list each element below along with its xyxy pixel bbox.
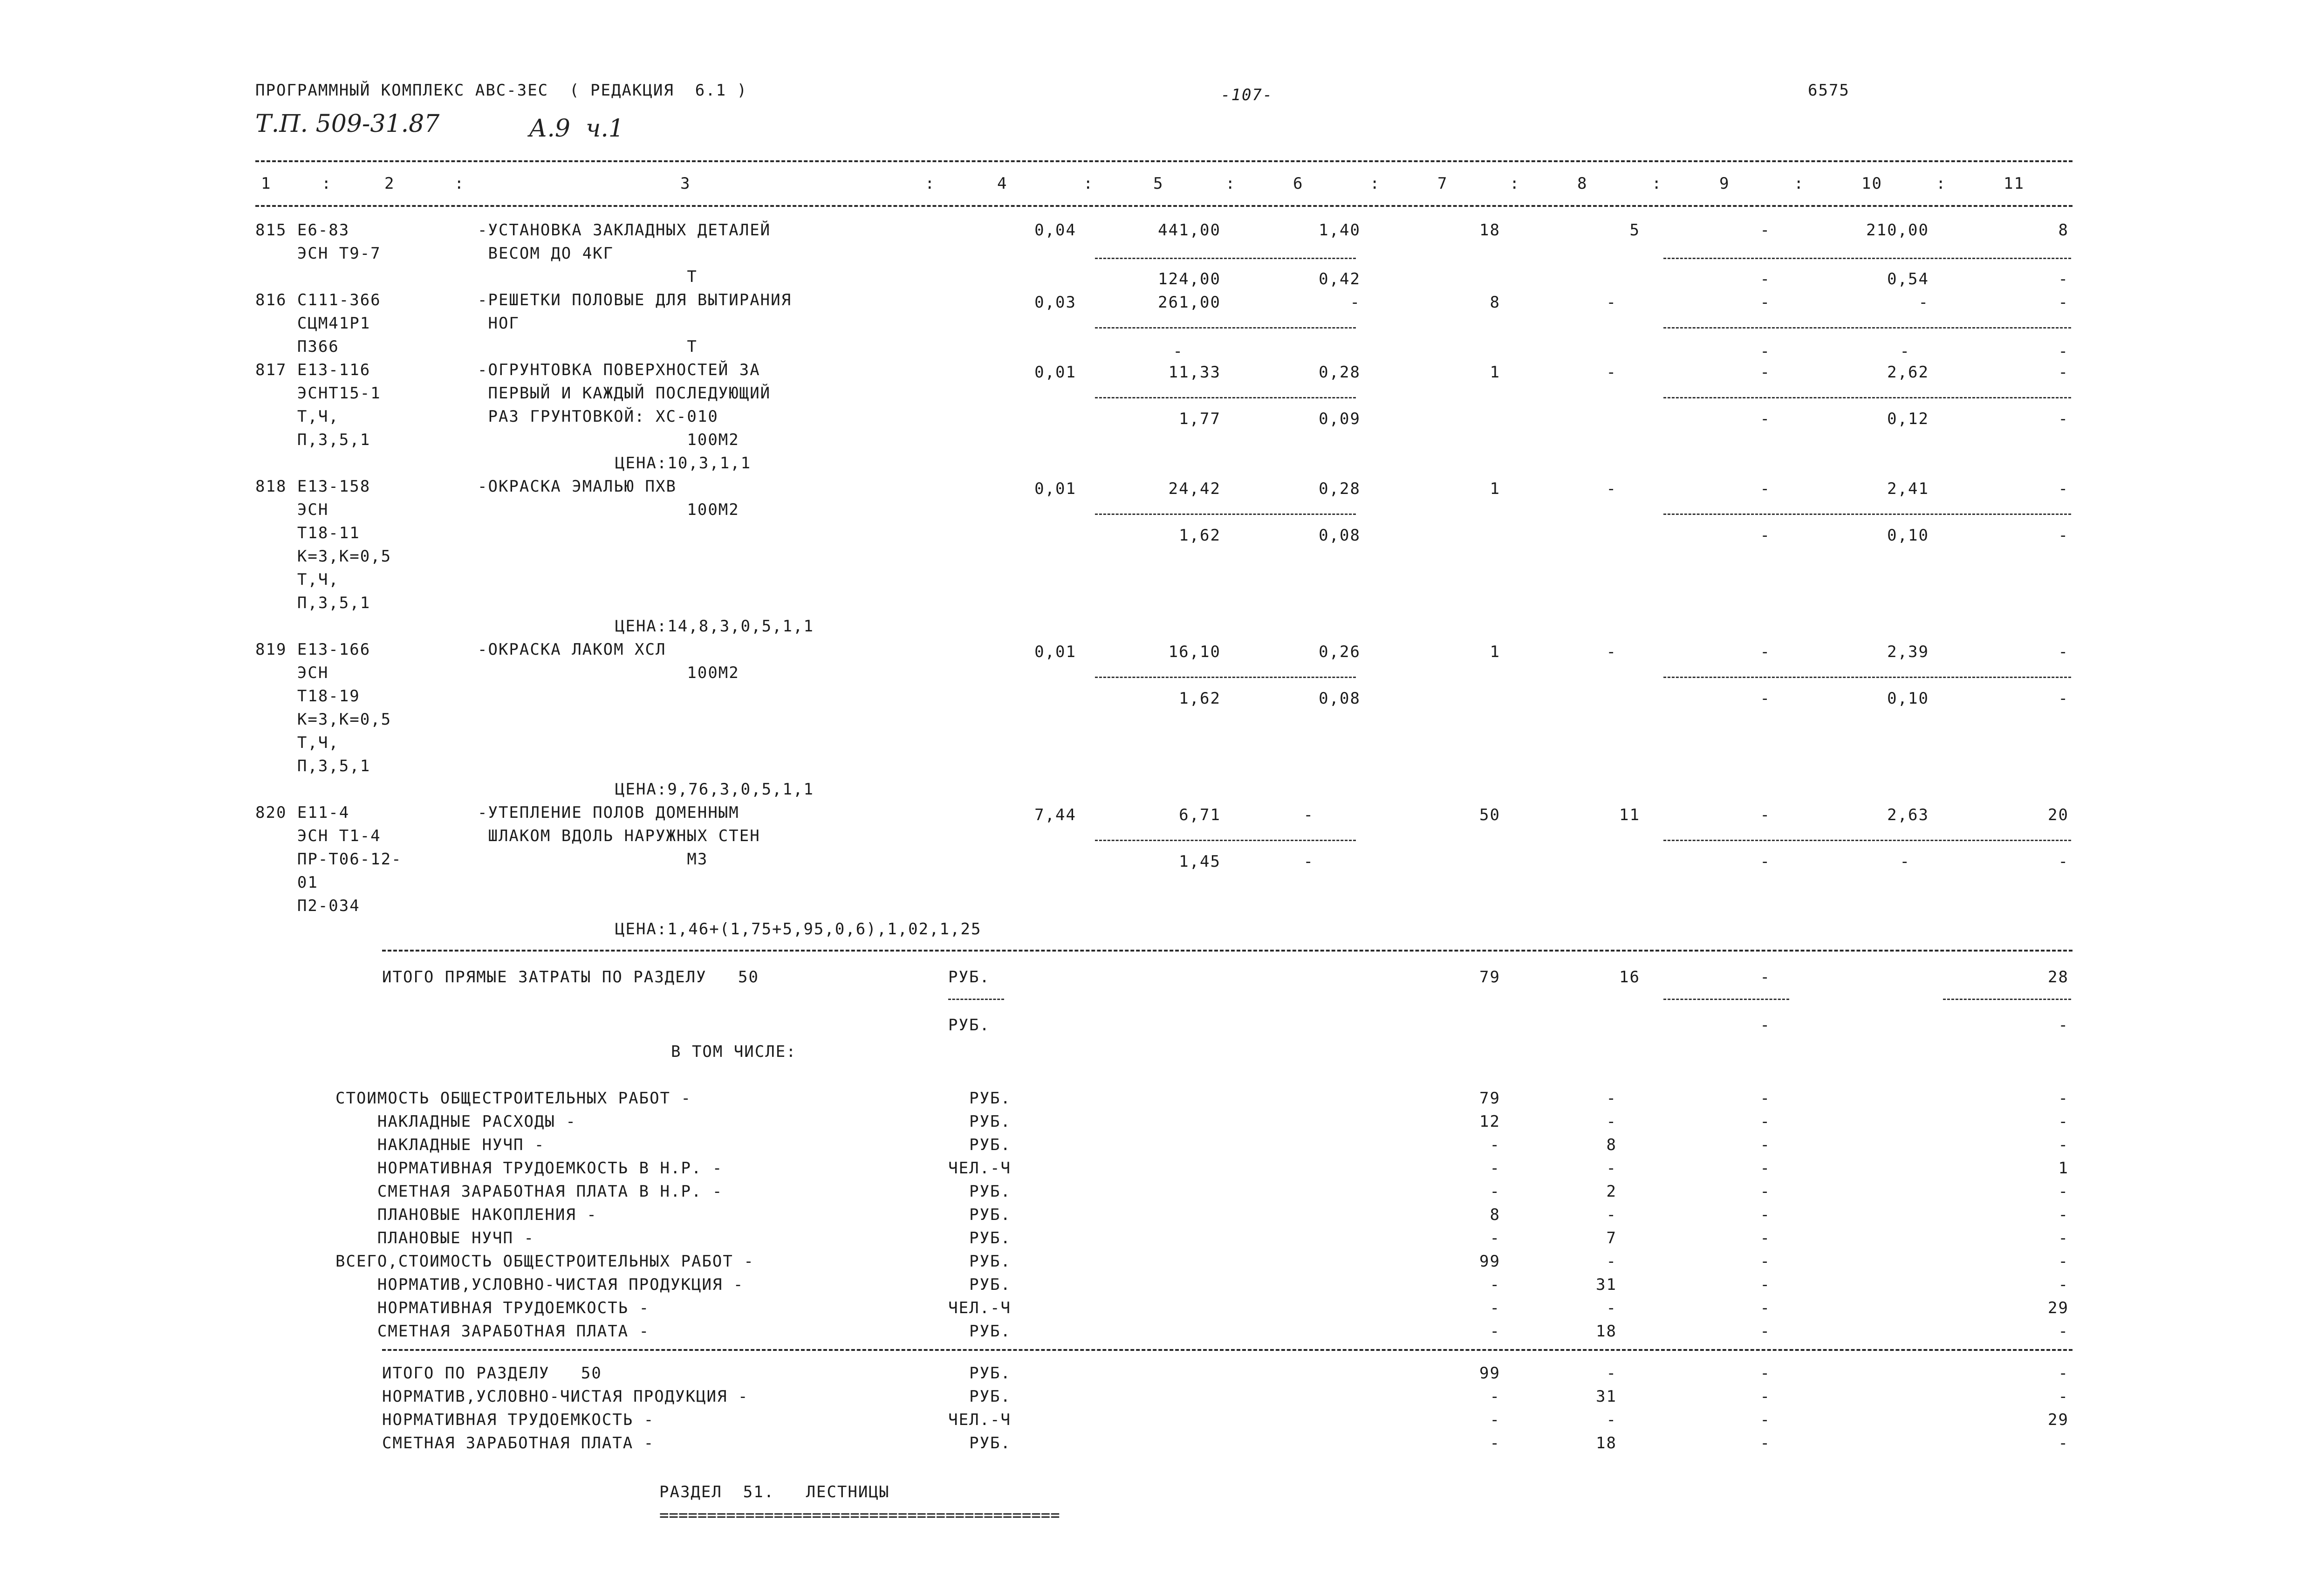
row-unit: 100М2 <box>478 664 739 682</box>
cell-quantity: 7,44 <box>1034 806 1076 824</box>
row-code-line: П,3,5,1 <box>255 594 371 612</box>
col-header-10: 10 <box>1861 174 1882 193</box>
cell-total-cost: 1 <box>1490 643 1500 661</box>
cell-col10: 2,41 <box>1887 479 1929 498</box>
next-section-title: РАЗДЕЛ 51. ЛЕСТНИЦЫ <box>659 1483 890 1501</box>
row-description-line: РАЗ ГРУНТОВКОЙ: ХС-010 <box>478 407 718 426</box>
cell-total-cost: 50 <box>1479 806 1500 824</box>
summary-line-col9: - <box>1760 1159 1771 1178</box>
cell-total-wage: - <box>1606 479 1617 498</box>
summary-line-col9: - <box>1760 1434 1771 1452</box>
cell-col11: - <box>2058 479 2069 498</box>
summary-line-unit: РУБ. <box>969 1206 1011 1224</box>
summary-line-unit: РУБ. <box>969 1136 1011 1154</box>
cell-quantity: 0,03 <box>1034 293 1076 312</box>
summary-line-unit: РУБ. <box>969 1275 1011 1294</box>
row-code-line: К=3,К=0,5 <box>255 710 392 729</box>
cell-col11: 8 <box>2058 221 2069 240</box>
summary-line-col11: 29 <box>2048 1299 2069 1317</box>
estimate-document-page: ПРОГРАММНЫЙ КОМПЛЕКС АВС-3ЕС ( РЕДАКЦИЯ 6.1 ) -107- 6575 Т.П. 509-31.87 А.9 ч.1 1 2 3 4 5 6 7 8 9 10 11 : : : : : : : : : : 815 Е6-83 ЭСН Т9-7 -УСТАНОВКА ЗАКЛАДНЫХ ДЕТАЛЕЙ ВЕСОМ ДО 4КГ Т 0,04 441,00 1,40 18 5 - 210,00 8 124,00 0,42 - 0,54 - 816 С111-366 СЦМ41Р1 П366 -РЕШЕТКИ ПОЛОВЫЕ ДЛЯ ВЫТИРАНИЯ НОГ Т 0,03 261,00 - 8 - - - - - - - - 817 Е13-116 ЭСНТ15-1 Т,Ч, П,3,5,1 -ОГРУНТОВКА ПОВЕРХНОСТЕЙ ЗА ПЕРВЫЙ И КАЖДЫЙ ПОСЛЕДУЮЩИЙ РАЗ ГРУНТОВКОЙ: ХС-010 100М2 ЦЕНА:10,3,1,1 0,01 11,33 0,28 1 - - 2,62 - 1,77 0,09 - 0,12 - 818 Е13-158 ЭСН Т18-11 К=3,К=0,5 Т,Ч, П,3,5,1 -ОКРАСКА ЭМАЛЬЮ ПХВ 100М2 ЦЕНА:14,8,3,0,5,1,1 0,01 24,42 0,28 1 - - 2,41 - 1,62 0,08 - 0,10 - 819 Е13-166 ЭСН Т18-19 К=3,К=0,5 Т,Ч, П,3,5,1 -ОКРАСКА ЛАКОМ ХСЛ 100М2 ЦЕНА:9,76,3,0,5,1,1 0,01 16,10 0,26 1 - - 2,39 - 1,62 0,08 - 0,10 - 820 Е11-4 ЭСН Т1-4 ПР-Т06-12- 01 П2-034 -УТЕПЛЕНИЕ ПОЛОВ ДОМЕННЫМ ШЛАКОМ ВДОЛЬ НАРУЖНЫХ СТЕН М3 ЦЕНА:1,46+(1,75+5,95,0,6),1,02,1,25 7,44 6,71 - 50 11 - 2,63 20 1,45 - - - - ИТОГО ПРЯМЫЕ ЗАТРАТЫ ПО РАЗДЕЛУ 50 РУБ. РУБ. 79 16 - 28 - - В ТОМ ЧИСЛЕ: СТОИМОСТЬ ОБЩЕСТРОИТЕЛЬНЫХ РАБОТ - РУБ. 79 - - - НАКЛАДНЫЕ РАСХОДЫ - РУБ. 12 - - - НАКЛАДНЫЕ НУЧП - РУБ. - 8 - - НОРМАТИВНАЯ ТРУДОЕМКОСТЬ В Н.Р. - ЧЕЛ.-Ч - - - 1 СМЕТНАЯ ЗАРАБОТНАЯ ПЛАТА В Н.Р. - РУБ. - 2 - - ПЛАНОВЫЕ НАКОПЛЕНИЯ - РУБ. 8 - - - ПЛАНОВЫЕ НУЧП - РУБ. - 7 - - ВСЕГО,СТОИМОСТЬ ОБЩЕСТРОИТЕЛЬНЫХ РАБОТ - РУБ. 99 - - - НОРМАТИВ,УСЛОВНО-ЧИСТАЯ ПРОДУКЦИЯ - РУБ. - 31 - - НОРМАТИВНАЯ ТРУДОЕМКОСТЬ - ЧЕЛ.-Ч - - - 29 СМЕТНАЯ ЗАРАБОТНАЯ ПЛАТА - РУБ. - 18 - - ИТОГО ПО РАЗДЕЛУ 50 РУБ. 99 - - - НОРМАТИВ,УСЛОВНО-ЧИСТАЯ ПРОДУКЦИЯ - РУБ. - 31 - - НОРМАТИВНАЯ ТРУДОЕМКОСТЬ - ЧЕЛ.-Ч - - - 29 СМЕТНАЯ ЗАРАБОТНАЯ ПЛАТА - РУБ. - 18 - - РАЗДЕЛ 51. ЛЕСТНИЦЫ ========================================== <box>0 0 2312 1596</box>
summary-line-col8: - <box>1606 1089 1617 1108</box>
row-code-line: П366 <box>255 337 339 356</box>
summary-line-label: НОРМАТИВ,УСЛОВНО-ЧИСТАЯ ПРОДУКЦИЯ - <box>382 1387 749 1406</box>
summary-line-label: СМЕТНАЯ ЗАРАБОТНАЯ ПЛАТА - <box>335 1322 650 1341</box>
summary-line-unit: РУБ. <box>969 1387 1011 1406</box>
summary-line-unit: ЧЕЛ.-Ч <box>948 1159 1011 1178</box>
summary-line-label: НОРМАТИВНАЯ ТРУДОЕМКОСТЬ - <box>335 1299 650 1317</box>
cell-col11: - <box>2058 363 2069 382</box>
cell-quantity: 0,01 <box>1034 643 1076 661</box>
summary-line-unit: РУБ. <box>969 1434 1011 1452</box>
summary-line-col7: - <box>1490 1275 1500 1294</box>
summary-line-col8: 31 <box>1596 1387 1617 1406</box>
row-price-formula: ЦЕНА:1,46+(1,75+5,95,0,6),1,02,1,25 <box>615 920 982 938</box>
next-section-underline: ========================================== <box>659 1506 1060 1525</box>
cell-col9: - <box>1760 363 1771 382</box>
document-number: 6575 <box>1808 81 1850 100</box>
cell-total-wage: 11 <box>1619 806 1640 824</box>
row-code-line: ЭСН <box>255 664 329 682</box>
summary-line-unit: РУБ. <box>969 1252 1011 1271</box>
summary-line-col8: - <box>1606 1364 1617 1383</box>
cell-unit-wage: 0,28 <box>1319 479 1361 498</box>
cell-unit-cost-wage: 124,00 <box>1158 270 1221 288</box>
summary-line-col9: - <box>1760 1136 1771 1154</box>
cell-col10: 2,63 <box>1887 806 1929 824</box>
summary-line-col7: - <box>1490 1229 1500 1247</box>
row-code: 820 Е11-4 <box>255 803 350 822</box>
summary-line-col8: 7 <box>1606 1229 1617 1247</box>
summary-line-col11: - <box>2058 1229 2069 1247</box>
summary-line-col11: 1 <box>2058 1159 2069 1178</box>
row-code-line: ПР-Т06-12- <box>255 850 402 869</box>
row-price-formula: ЦЕНА:10,3,1,1 <box>615 454 752 473</box>
summary-line-label: НАКЛАДНЫЕ НУЧП - <box>335 1136 545 1154</box>
cell-total-wage: - <box>1606 363 1617 382</box>
row-description-line: НОГ <box>478 314 520 333</box>
summary-line-col11: - <box>2058 1136 2069 1154</box>
row-price-formula: ЦЕНА:14,8,3,0,5,1,1 <box>615 617 814 636</box>
summary-line-label: НАКЛАДНЫЕ РАСХОДЫ - <box>335 1112 576 1131</box>
summary-line-col7: - <box>1490 1322 1500 1341</box>
row-unit: Т <box>478 337 698 356</box>
summary-line-col9: - <box>1760 1322 1771 1341</box>
summary-line-col9: - <box>1760 1364 1771 1383</box>
summary-line-col11: - <box>2058 1434 2069 1452</box>
summary-line-col7: - <box>1490 1299 1500 1317</box>
row-unit: 100М2 <box>478 431 739 449</box>
row-code-line: ЭСНТ15-1 <box>255 384 381 403</box>
col-header-11: 11 <box>2004 174 2025 193</box>
row-code-line: П,3,5,1 <box>255 431 371 449</box>
summary-line-col9: - <box>1760 1182 1771 1201</box>
page-number: -107- <box>1221 86 1273 104</box>
summary-line-unit: РУБ. <box>969 1322 1011 1341</box>
summary-line-unit: ЧЕЛ.-Ч <box>948 1299 1011 1317</box>
direct-costs-col7: 79 <box>1479 968 1500 986</box>
summary-line-col8: 18 <box>1596 1322 1617 1341</box>
summary-separator <box>382 1349 2073 1351</box>
cell-total-cost: 1 <box>1490 363 1500 382</box>
row-description-line: ВЕСОМ ДО 4КГ <box>478 244 614 263</box>
row-code-line: Т,Ч, <box>255 733 339 752</box>
cell-unit-wage: 0,28 <box>1319 363 1361 382</box>
cell-col9: - <box>1760 221 1771 240</box>
cell-col9: - <box>1760 293 1771 312</box>
summary-line-unit: ЧЕЛ.-Ч <box>948 1411 1011 1429</box>
direct-costs-label: ИТОГО ПРЯМЫЕ ЗАТРАТЫ ПО РАЗДЕЛУ 50 <box>382 968 759 986</box>
program-title: ПРОГРАММНЫЙ КОМПЛЕКС АВС-3ЕС ( РЕДАКЦИЯ 6.1 ) <box>255 81 748 100</box>
row-description: -РЕШЕТКИ ПОЛОВЫЕ ДЛЯ ВЫТИРАНИЯ <box>478 291 792 309</box>
row-description-line: ПЕРВЫЙ И КАЖДЫЙ ПОСЛЕДУЮЩИЙ <box>478 384 771 403</box>
cell-total-cost: 18 <box>1479 221 1500 240</box>
col-header-4: 4 <box>997 174 1008 193</box>
summary-line-col7: - <box>1490 1434 1500 1452</box>
top-separator <box>255 160 2073 162</box>
summary-line-col11: - <box>2058 1275 2069 1294</box>
row-code-line: Т18-11 <box>255 524 360 542</box>
cell-col11: - <box>2058 293 2069 312</box>
summary-line-col11: - <box>2058 1089 2069 1108</box>
col-header-1: 1 <box>261 174 272 193</box>
summary-line-col11: - <box>2058 1206 2069 1224</box>
row-unit: М3 <box>478 850 708 869</box>
summary-line-col7: - <box>1490 1387 1500 1406</box>
summary-line-col7: - <box>1490 1136 1500 1154</box>
row-code: 816 С111-366 <box>255 291 381 309</box>
row-code: 818 Е13-158 <box>255 477 371 496</box>
handwritten-project-ref: Т.П. 509-31.87 <box>255 110 440 138</box>
cell-col10: - <box>1918 293 1929 312</box>
row-code-line: ЭСН <box>255 500 329 519</box>
summary-line-col7: - <box>1490 1411 1500 1429</box>
summary-line-col8: 31 <box>1596 1275 1617 1294</box>
summary-line-col11: - <box>2058 1322 2069 1341</box>
cell-unit-wage-machine: 0,42 <box>1319 270 1361 288</box>
col-header-5: 5 <box>1153 174 1164 193</box>
summary-line-label: ПЛАНОВЫЕ НУЧП - <box>335 1229 534 1247</box>
summary-line-unit: РУБ. <box>969 1182 1011 1201</box>
cell-quantity: 0,04 <box>1034 221 1076 240</box>
summary-line-col7: - <box>1490 1182 1500 1201</box>
cell-unit-wage: 0,26 <box>1319 643 1361 661</box>
summary-line-label: ПЛАНОВЫЕ НАКОПЛЕНИЯ - <box>335 1206 597 1224</box>
summary-line-col7: 79 <box>1479 1089 1500 1108</box>
col-header-2: 2 <box>384 174 395 193</box>
summary-line-col8: 18 <box>1596 1434 1617 1452</box>
row-description: -УСТАНОВКА ЗАКЛАДНЫХ ДЕТАЛЕЙ <box>478 221 771 240</box>
cell-col10: 210,00 <box>1866 221 1929 240</box>
row-code-line: Т,Ч, <box>255 407 339 426</box>
cell-unit-cost: 11,33 <box>1168 363 1221 382</box>
col-header-6: 6 <box>1293 174 1304 193</box>
summary-line-col8: - <box>1606 1112 1617 1131</box>
summary-line-unit: РУБ. <box>969 1229 1011 1247</box>
row-code-line: П,3,5,1 <box>255 757 371 775</box>
summary-line-col11: - <box>2058 1182 2069 1201</box>
summary-line-label: СТОИМОСТЬ ОБЩЕСТРОИТЕЛЬНЫХ РАБОТ - <box>335 1089 691 1108</box>
summary-line-col11: 29 <box>2048 1411 2069 1429</box>
row-code: 815 Е6-83 <box>255 221 350 240</box>
cell-unit-wage: - <box>1350 293 1361 312</box>
summary-line-label: СМЕТНАЯ ЗАРАБОТНАЯ ПЛАТА В Н.Р. - <box>335 1182 723 1201</box>
summary-line-label: НОРМАТИВ,УСЛОВНО-ЧИСТАЯ ПРОДУКЦИЯ - <box>335 1275 744 1294</box>
cell-col9: - <box>1760 479 1771 498</box>
cell-unit-cost: 24,42 <box>1168 479 1221 498</box>
row-description: -ОГРУНТОВКА ПОВЕРХНОСТЕЙ ЗА <box>478 361 760 379</box>
header-separator <box>255 205 2073 207</box>
summary-line-col9: - <box>1760 1206 1771 1224</box>
cell-col9: - <box>1760 643 1771 661</box>
cell-unit-cost: 16,10 <box>1168 643 1221 661</box>
row-code-line: Т,Ч, <box>255 570 339 589</box>
summary-line-col9: - <box>1760 1387 1771 1406</box>
row-unit: 100М2 <box>478 500 739 519</box>
summary-line-col9: - <box>1760 1112 1771 1131</box>
summary-line-col8: - <box>1606 1252 1617 1271</box>
summary-line-col9: - <box>1760 1411 1771 1429</box>
summary-line-col11: - <box>2058 1387 2069 1406</box>
summary-line-label: СМЕТНАЯ ЗАРАБОТНАЯ ПЛАТА - <box>382 1434 655 1452</box>
summary-line-unit: РУБ. <box>969 1112 1011 1131</box>
row-code-line: Т18-19 <box>255 687 360 706</box>
row-code-line: К=3,К=0,5 <box>255 547 392 566</box>
cell-col10: 2,39 <box>1887 643 1929 661</box>
summary-line-label: ВСЕГО,СТОИМОСТЬ ОБЩЕСТРОИТЕЛЬНЫХ РАБОТ - <box>335 1252 754 1271</box>
cell-col9: - <box>1760 806 1771 824</box>
row-description: -ОКРАСКА ЭМАЛЬЮ ПХВ <box>478 477 677 496</box>
summary-line-col11: - <box>2058 1252 2069 1271</box>
summary-line-col8: 8 <box>1606 1136 1617 1154</box>
summary-line-label: НОРМАТИВНАЯ ТРУДОЕМКОСТЬ - <box>382 1411 655 1429</box>
row-code-line: П2-034 <box>255 897 360 915</box>
row-code-line: ЭСН Т9-7 <box>255 244 381 263</box>
summary-line-col7: 99 <box>1479 1364 1500 1383</box>
row-description-line: ШЛАКОМ ВДОЛЬ НАРУЖНЫХ СТЕН <box>478 827 760 845</box>
summary-line-label: НОРМАТИВНАЯ ТРУДОЕМКОСТЬ В Н.Р. - <box>335 1159 723 1178</box>
cell-quantity: 0,01 <box>1034 479 1076 498</box>
cell-unit-wage: 1,40 <box>1319 221 1361 240</box>
cell-col11: 20 <box>2048 806 2069 824</box>
summary-line-col8: - <box>1606 1411 1617 1429</box>
row-description: -ОКРАСКА ЛАКОМ ХСЛ <box>478 640 666 659</box>
summary-line-col7: - <box>1490 1159 1500 1178</box>
including-heading: В ТОМ ЧИСЛЕ: <box>671 1042 797 1061</box>
cell-total-cost: 8 <box>1490 293 1500 312</box>
summary-line-unit: РУБ. <box>969 1089 1011 1108</box>
row-unit: Т <box>478 267 698 286</box>
summary-line-col9: - <box>1760 1089 1771 1108</box>
summary-line-col8: 2 <box>1606 1182 1617 1201</box>
rows-end-separator <box>382 950 2073 952</box>
row-code-line: СЦМ41Р1 <box>255 314 371 333</box>
col-header-8: 8 <box>1577 174 1588 193</box>
col-header-7: 7 <box>1437 174 1448 193</box>
row-code-line: 01 <box>255 873 318 892</box>
summary-line-col7: 12 <box>1479 1112 1500 1131</box>
cell-total-wage: - <box>1606 643 1617 661</box>
cell-unit-cost: 261,00 <box>1158 293 1221 312</box>
summary-line-col8: - <box>1606 1299 1617 1317</box>
cell-total-cost: 1 <box>1490 479 1500 498</box>
row-code: 819 Е13-166 <box>255 640 371 659</box>
cell-total-wage: 5 <box>1629 221 1640 240</box>
summary-line-col11: - <box>2058 1364 2069 1383</box>
summary-line-col8: - <box>1606 1159 1617 1178</box>
cell-total-wage: - <box>1606 293 1617 312</box>
row-code-line: ЭСН Т1-4 <box>255 827 381 845</box>
summary-line-col9: - <box>1760 1275 1771 1294</box>
cell-col11: - <box>2058 643 2069 661</box>
summary-line-col9: - <box>1760 1299 1771 1317</box>
row-code: 817 Е13-116 <box>255 361 371 379</box>
direct-costs-col8: 16 <box>1619 968 1640 986</box>
direct-costs-unit: РУБ. <box>948 968 990 986</box>
col-header-3: 3 <box>680 174 691 193</box>
summary-line-label: ИТОГО ПО РАЗДЕЛУ 50 <box>382 1364 602 1383</box>
summary-line-col7: 8 <box>1490 1206 1500 1224</box>
cell-col10: 2,62 <box>1887 363 1929 382</box>
summary-line-col8: - <box>1606 1206 1617 1224</box>
summary-line-unit: РУБ. <box>969 1364 1011 1383</box>
handwritten-album-ref: А.9 ч.1 <box>529 115 624 143</box>
cell-unit-cost: 6,71 <box>1179 806 1221 824</box>
col-header-9: 9 <box>1719 174 1730 193</box>
summary-line-col7: 99 <box>1479 1252 1500 1271</box>
cell-quantity: 0,01 <box>1034 363 1076 382</box>
summary-line-col9: - <box>1760 1252 1771 1271</box>
cell-unit-wage: - <box>1303 806 1314 824</box>
summary-line-col11: - <box>2058 1112 2069 1131</box>
row-description: -УТЕПЛЕНИЕ ПОЛОВ ДОМЕННЫМ <box>478 803 739 822</box>
row-price-formula: ЦЕНА:9,76,3,0,5,1,1 <box>615 780 814 799</box>
cell-unit-cost: 441,00 <box>1158 221 1221 240</box>
summary-line-col9: - <box>1760 1229 1771 1247</box>
